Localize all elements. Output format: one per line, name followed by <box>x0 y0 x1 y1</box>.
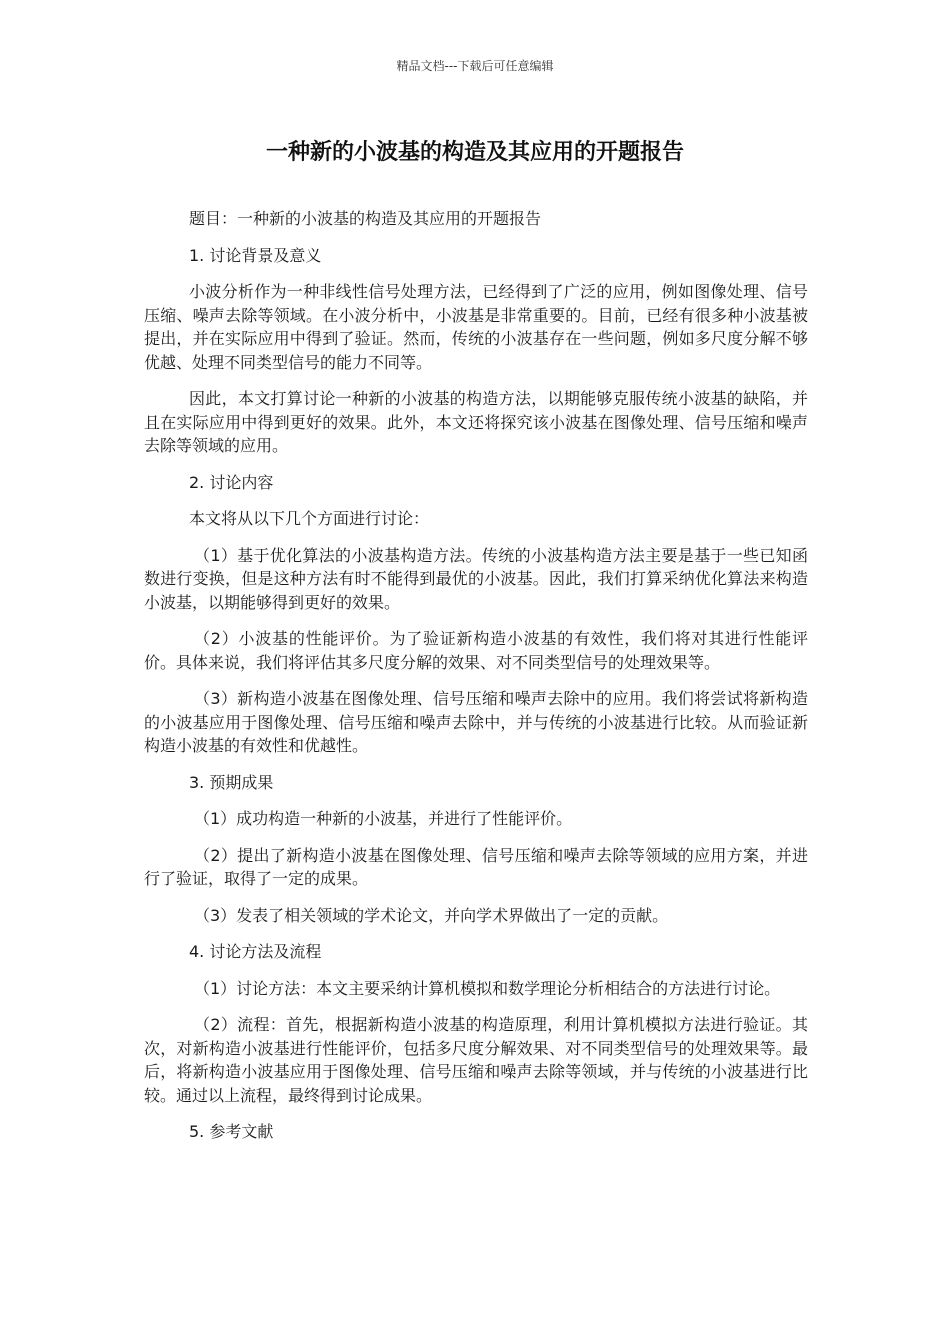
list-item: （2）提出了新构造小波基在图像处理、信号压缩和噪声去除等领域的应用方案，并进行了验证，取得了一定的成果。 <box>144 845 808 888</box>
body-paragraph: 因此，本文打算讨论一种新的小波基的构造方法，以期能够克服传统小波基的缺陷，并且在实际应用中得到更好的效果。此外，本文还将探究该小波基在图像处理、信号压缩和噪声去除等领域的应用。 <box>144 389 808 455</box>
body-paragraph: 小波分析作为一种非线性信号处理方法，已经得到了广泛的应用，例如图像处理、信号压缩、噪声去除等领域。在小波分析中，小波基是非常重要的。目前，已经有很多种小波基被提出，并在实际应用中得到了验证。然而，传统的小波基存在一些问题，例如多尺度分解不够优越、处理不同类型信号的能力不同等。 <box>144 282 808 372</box>
list-item: （2）流程：首先，根据新构造小波基的构造原理，利用计算机模拟方法进行验证。其次，对新构造小波基进行性能评价，包括多尺度分解效果、对不同类型信号的处理效果等。最后，将新构造小波基应用于图像处理、信号压缩和噪声去除等领域，并与传统的小波基进行比较。通过以上流程，最终得到讨论成果。 <box>144 1015 808 1105</box>
body-paragraph: 本文将从以下几个方面进行讨论： <box>189 509 430 528</box>
document-body <box>144 207 808 1157</box>
page-header: 精品文档---下载后可任意编辑 <box>396 59 554 73</box>
list-item: （1）讨论方法：本文主要采纳计算机模拟和数学理论分析相结合的方法进行讨论。 <box>194 978 781 998</box>
document-title: 一种新的小波基的构造及其应用的开题报告 <box>265 140 684 165</box>
section-heading-methods: 4. 讨论方法及流程 <box>189 942 322 961</box>
section-heading-background: 1. 讨论背景及意义 <box>189 245 322 265</box>
list-item: （3）发表了相关领域的学术论文，并向学术界做出了一定的贡献。 <box>194 905 669 925</box>
section-heading-content: 2. 讨论内容 <box>189 472 274 492</box>
section-heading-outcomes: 3. 预期成果 <box>189 772 274 792</box>
section-heading-references: 5. 参考文献 <box>189 1122 274 1141</box>
list-item: （3）新构造小波基在图像处理、信号压缩和噪声去除中的应用。我们将尝试将新构造的小波基应用于图像处理、信号压缩和噪声去除中，并与传统的小波基进行比较。从而验证新构造小波基的有效性和优越性。 <box>144 689 808 755</box>
topic-line: 题目：一种新的小波基的构造及其应用的开题报告 <box>189 209 542 228</box>
list-item: （1）基于优化算法的小波基构造方法。传统的小波基构造方法主要是基于一些已知函数进行变换，但是这种方法有时不能得到最优的小波基。因此，我们打算采纳优化算法来构造小波基，以期能够得到更好的效果。 <box>144 545 808 612</box>
list-item: （1）成功构造一种新的小波基，并进行了性能评价。 <box>194 809 573 828</box>
list-item: （2）小波基的性能评价。为了验证新构造小波基的有效性，我们将对其进行性能评价。具体来说，我们将评估其多尺度分解的效果、对不同类型信号的处理效果等。 <box>144 629 808 672</box>
